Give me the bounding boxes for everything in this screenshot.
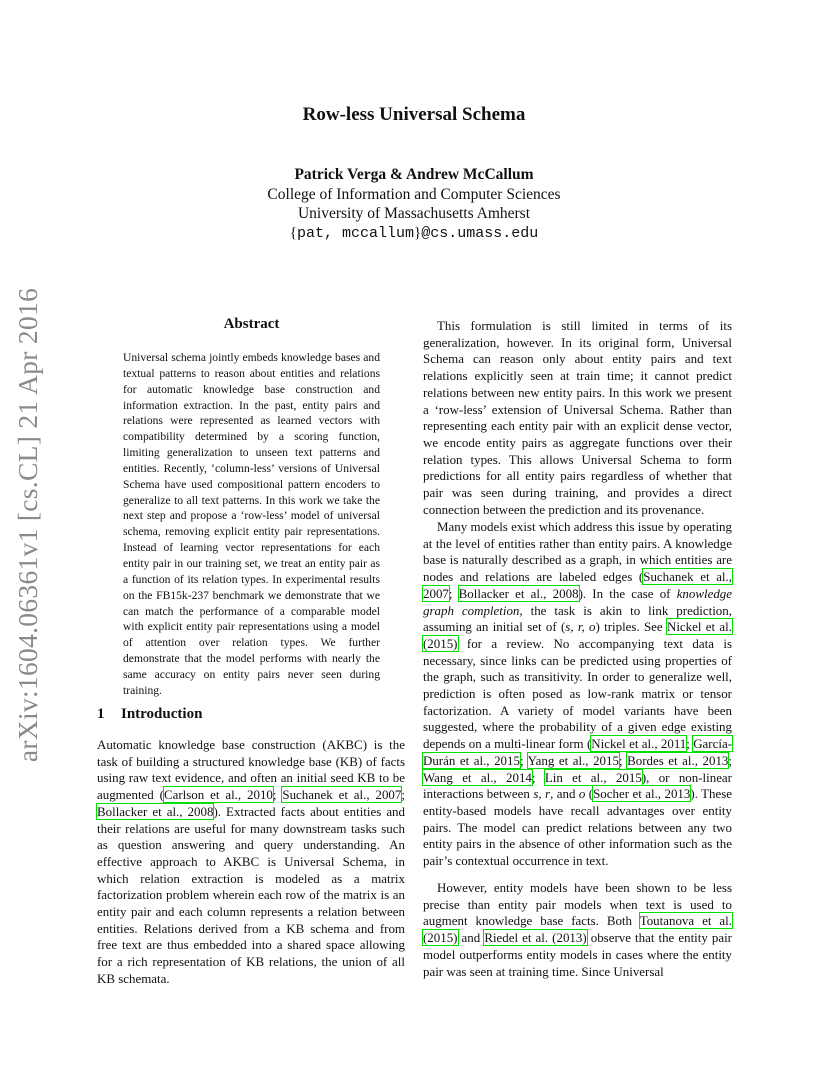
emphasized-term: knowledge graph completion [423,585,733,618]
text-run: ) triples. See [595,619,667,635]
email-domain: @cs.umass.edu [421,225,539,242]
text-run: observe that the entity pair model outperforms entity models in cases where the entity pair was seen at training time. Since Universal [423,930,732,979]
text-run: and [457,930,485,946]
text-run: ; [531,769,545,785]
abstract-text: Universal schema jointly embeds knowledge bases and textual patterns to reason about entities and relations for automatic knowledge base construction and information extraction. In the past, entity pairs and relations were represented as learned vectors with compatibility determined by a scoring function, limiting generalization to unseen text patterns and entities. Recently, ‘column-less’ versions of Universal Schema have used compositional pattern encoders to generalize to all text patterns. In this work we take the next step and propose a ‘row-less’ model of universal schema, removing explicit entity pair representations. Instead of learning vector representations for each entity pair in our training set, we treat an entity pair as a function of its relation types. In experimental results on the FB15k-237 benchmark we demonstrate that we can match the performance of a comparable model with explicit entity pair representations using a model of attention over relation types. We further demonstrate that the model performs with nearly the same accuracy on entity pairs never seen during training. [123,351,380,697]
email-close-brace: } [414,225,422,241]
body-paragraph-entity-pair-precision [423,880,732,980]
section-number: 1 [97,706,105,722]
body-paragraph-formulation: This formulation is still limited in terms of its generalization, however. In its original form, Universal Schema can reason only about entity pairs and text relations explicitly seen at train time; it cannot predict relations between new entity pairs. In this work we present a ‘row-less’ extension of Universal Schema. Rather than representing each entity pair with an explicit dense vector, we encode entity pairs as aggregate functions over their relation types. This allows Universal Schema to form predictions for all entity pairs regardless of whether that pair was seen during training, and provides a direct connection between the prediction and its provenance. [423,318,732,517]
text-run: ). In the case of [578,585,677,601]
text-run: Many models exist which address this issue by operating at the level of entities rather than entity pairs. A knowledge base is naturally described as a graph, in which entities are nodes and relations are labeled edges ( [423,519,732,585]
text-run: ). These entity-based models have recall advantages over entity pairs. The model can predict relations between any two entity pairs in the absence of other information such as the pair’s contextual occurrence in text. [423,786,732,869]
text-run: ; [618,752,628,768]
text-run: ). Extracted facts about entities and their relations are useful for many downstream tasks such as question answering and query understanding. An effective approach to AKBC is Universal Schema, in which relation extraction is modeled as a matrix factorization problem wherein each row of the matrix is an entity pair and each column represents a relation between entities. Relations derived from a KB schema and from free text are thus embedded into a shared space allowing for a rich representation of KB relations, the union of all KB schemata. [97,803,405,986]
text-run: ; [519,752,528,768]
citation-link[interactable]: Carlson et al., 2010 [163,787,273,803]
text-run: ; [686,736,694,752]
abstract-heading: Abstract [223,316,280,332]
text-run: ; [272,787,283,803]
text-run: ( [585,786,594,802]
citation-link[interactable]: Lin et al., 2015 [544,769,642,785]
arxiv-identifier: arXiv:1604.06361v1 [cs.CL] 21 Apr 2016 [12,287,43,763]
citation-link[interactable]: Bordes et al., 2013 [627,752,729,768]
section-heading-introduction [97,706,202,723]
intro-paragraph-1 [97,737,405,988]
citation-link[interactable]: García-Durán et al., 2015 [423,736,732,768]
emphasized-term: r [545,786,551,802]
citation-link[interactable]: Nickel et al., 2011 [591,736,687,752]
text-run: Automatic knowledge base construction (AKBC) is the task of building a structured knowledge base (KB) of facts using raw text evidence, and often an initial seed KB to be augmented ( [97,737,405,803]
arxiv-identifier-stamp [8,287,48,763]
text-run: , [538,786,546,802]
body-paragraph-entity-models [423,519,732,870]
text-run: ), or non-linear interactions between [423,769,732,802]
citation-link[interactable]: Nickel et al. (2015) [423,619,732,651]
paper-title: Row-less Universal Schema [302,104,526,125]
emphasized-term: s [533,786,539,802]
section-title: Introduction [121,706,203,722]
text-run: However, entity models have been shown to be less precise than entity pair models when text is used to augment knowledge base facts. Both [423,880,732,929]
text-run: ; [401,787,405,803]
email-usernames: pat, mccallum [296,225,414,242]
text-run: for a review. No accompanying text data is necessary, since links can be predicted using properties of the graph, such as transitivity. In order to generalize well, prediction is often posed as low-rank matrix or tensor factorization. A variety of model variants have been suggested, where the probability of a given edge existing depends on a multi-linear form ( [423,635,732,752]
text-run: ; [728,752,732,768]
emphasized-term: s, r, o [565,619,596,635]
citation-link[interactable]: Toutanova et al. (2015) [423,913,732,946]
email-open-brace: { [289,225,297,241]
text-run: , and [550,786,579,802]
affiliation-university: University of Massachusetts Amherst [297,205,531,222]
text-run: , the task is akin to link prediction, assuming an initial set of ( [423,602,732,635]
citation-link[interactable]: Riedel et al. (2013) [484,930,587,946]
text-run: ; [448,585,459,601]
citation-link[interactable]: Bollacker et al., 2008 [458,585,579,601]
citation-link[interactable]: Yang et al., 2015 [527,752,619,768]
citation-link[interactable]: Suchanek et al., 2007 [423,569,732,601]
emphasized-term: o [578,786,586,802]
citation-link[interactable]: Socher et al., 2013 [593,786,691,802]
author-names: Patrick Verga & Andrew McCallum [294,166,534,183]
citation-link[interactable]: Suchanek et al., 2007 [282,787,402,803]
citation-link[interactable]: Bollacker et al., 2008 [97,803,214,819]
affiliation-college: College of Information and Computer Sciences [267,186,561,203]
citation-link[interactable]: Wang et al., 2014 [423,769,532,785]
author-emails [0,225,828,242]
